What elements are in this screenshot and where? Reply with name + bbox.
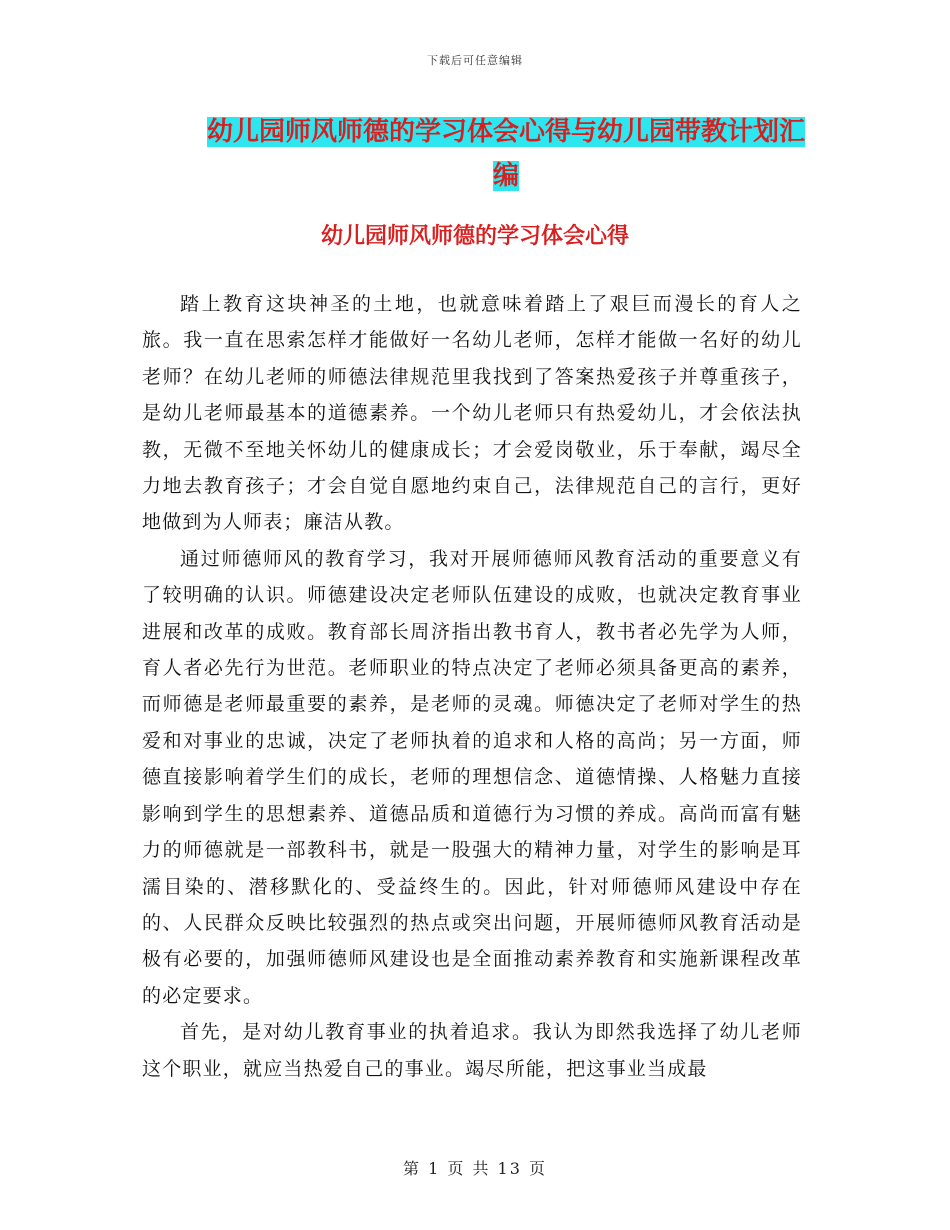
body-text <box>142 286 802 1087</box>
paragraph-3: 首先，是对幼儿教育事业的执着追求。我认为即然我选择了幼儿老师这个职业，就应当热爱自己的事业。竭尽所能，把这事业当成最 <box>142 1021 802 1080</box>
header-note: 下载后可任意编辑 <box>427 54 523 67</box>
document-title-text: 幼儿园师风师德的学习体会心得与幼儿园带教计划汇编 <box>206 117 805 191</box>
page-footer: 第 1 页 共 13 页 <box>403 1159 547 1178</box>
paragraph-2: 通过师德师风的教育学习，我对开展师德师风教育活动的重要意义有了较明确的认识。师德建设决定老师队伍建设的成败，也就决定教育事业进展和改革的成败。教育部长周济指出教书育人，教书者必先学为人师，育人者必先行为世范。老师职业的特点决定了老师必须具备更高的素养，而师德是老师最重要的素养，是老师的灵魂。师德决定了老师对学生的热爱和对事业的忠诚，决定了老师执着的追求和人格的高尚；另一方面，师德直接影响着学生们的成长，老师的理想信念、道德情操、人格魅力直接影响到学生的思想素养、道德品质和道德行为习惯的养成。高尚而富有魅力的师德就是一部教科书，就是一股强大的精神力量，对学生的影响是耳濡目染的、潜移默化的、受益终生的。因此，针对师德师风建设中存在的、人民群众反映比较强烈的热点或突出问题，开展师德师风教育活动是极有必要的，加强师德师风建设也是全面推动素养教育和实施新课程改革的必定要求。 <box>142 547 802 1007</box>
section-title: 幼儿园师风师德的学习体会心得 <box>320 223 629 249</box>
paragraph-1: 踏上教育这块神圣的土地，也就意味着踏上了艰巨而漫长的育人之旅。我一直在思索怎样才能做好一名幼儿老师，怎样才能做一名好的幼儿老师？在幼儿老师的师德法律规范里我找到了答案热爱孩子并尊重孩子，是幼儿老师最基本的道德素养。一个幼儿老师只有热爱幼儿，才会依法执教，无微不至地关怀幼儿的健康成长；才会爱岗敬业，乐于奉献，竭尽全力地去教育孩子；才会自觉自愿地约束自己，法律规范自己的言行，更好地做到为人师表；廉洁从教。 <box>142 293 802 534</box>
document-title <box>196 110 816 198</box>
